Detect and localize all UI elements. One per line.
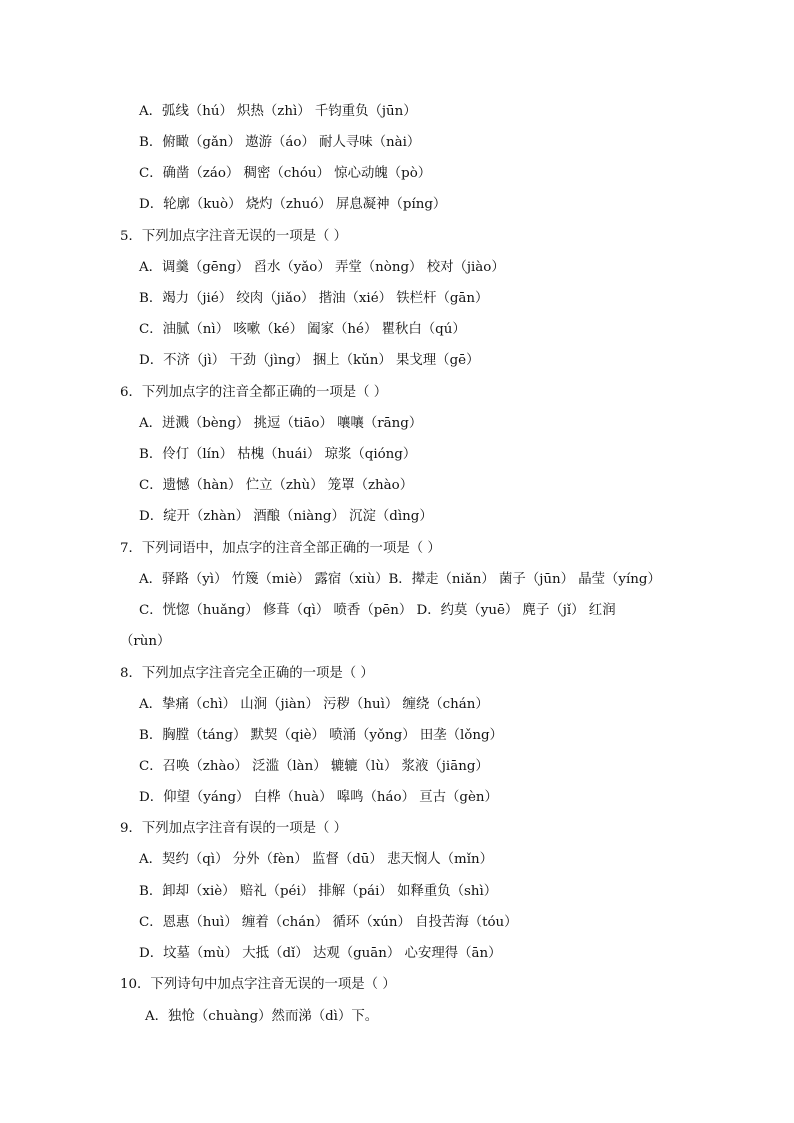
- option-line: A．弧线（hú） 炽热（zhì） 千钧重负（jūn）: [139, 104, 417, 119]
- option-line: A．契约（qì） 分外（fèn） 监督（dū） 悲天悯人（mǐn）: [139, 852, 494, 867]
- option-line: D．仰望（yáng） 白桦（huà） 嗥鸣（háo） 亘古（gèn）: [139, 790, 498, 805]
- question-6: 6．下列加点字的注音全都正确的一项是（ ）: [120, 385, 388, 400]
- option-line: D．轮廓（kuò） 烧灼（zhuó） 屏息凝神（píng）: [139, 197, 447, 212]
- question-8: 8．下列加点字注音完全正确的一项是（ ）: [120, 666, 374, 681]
- option-line: C．恍惚（huǎng） 修葺（qì） 喷香（pēn） D．约莫（yuē） 麂子（jǐ） 红润: [139, 603, 616, 618]
- option-line-continued: （rùn）: [120, 634, 171, 649]
- option-line: C．油腻（nì） 咳嗽（ké） 阖家（hé） 瞿秋白（qú）: [139, 322, 466, 337]
- option-line: B．俯瞰（gǎn） 遨游（áo） 耐人寻味（nài）: [139, 135, 421, 150]
- question-5: 5．下列加点字注音无误的一项是（ ）: [120, 229, 348, 244]
- option-line: D．绽开（zhàn） 酒酿（niàng） 沉淀（dìng）: [139, 509, 433, 524]
- option-line: C．遗憾（hàn） 伫立（zhù） 笼罩（zhào）: [139, 478, 414, 493]
- option-line: D．不济（jì） 干劲（jìng） 捆上（kǔn） 果戈理（gē）: [139, 353, 480, 368]
- option-line: A．调羹（gēng） 舀水（yǎo） 弄堂（nòng） 校对（jiào）: [139, 260, 505, 275]
- question-7: 7．下列词语中，加点字的注音全部正确的一项是（ ）: [120, 541, 441, 556]
- option-line: A．挚痛（chì） 山涧（jiàn） 污秽（huì） 缠绕（chán）: [139, 697, 489, 712]
- option-line: B．卸却（xiè） 赔礼（péi） 排解（pái） 如释重负（shì）: [139, 884, 498, 899]
- option-line: B．伶仃（lín） 枯槐（huái） 琼浆（qióng）: [139, 447, 417, 462]
- option-line: C．确凿（záo） 稠密（chóu） 惊心动魄（pò）: [139, 166, 432, 181]
- option-line: A．独怆（chuàng）然而涕（dì）下。: [145, 1009, 379, 1024]
- question-10: 10．下列诗句中加点字注音无误的一项是（ ）: [120, 977, 396, 992]
- option-line: C．恩惠（huì） 缠着（chán） 循环（xún） 自投苦海（tóu）: [139, 915, 518, 930]
- option-line: B．胸膛（táng） 默契（qiè） 喷涌（yǒng） 田垄（lǒng）: [139, 728, 503, 743]
- question-9: 9．下列加点字注音有误的一项是（ ）: [120, 821, 348, 836]
- option-line: D．坟墓（mù） 大抵（dǐ） 达观（guān） 心安理得（ān）: [139, 946, 502, 961]
- option-line: C．召唤（zhào） 泛滥（làn） 辘辘（lù） 浆液（jiāng）: [139, 759, 489, 774]
- option-line: A．驿路（yì） 竹篾（miè） 露宿（xiù）B．撵走（niǎn） 菌子（jūn） 晶莹（yíng）: [139, 572, 661, 587]
- option-line: A．迸溅（bèng） 挑逗（tiāo） 嚷嚷（rāng）: [139, 416, 423, 431]
- option-line: B．竭力（jié） 绞肉（jiǎo） 揩油（xié） 铁栏杆（gān）: [139, 291, 489, 306]
